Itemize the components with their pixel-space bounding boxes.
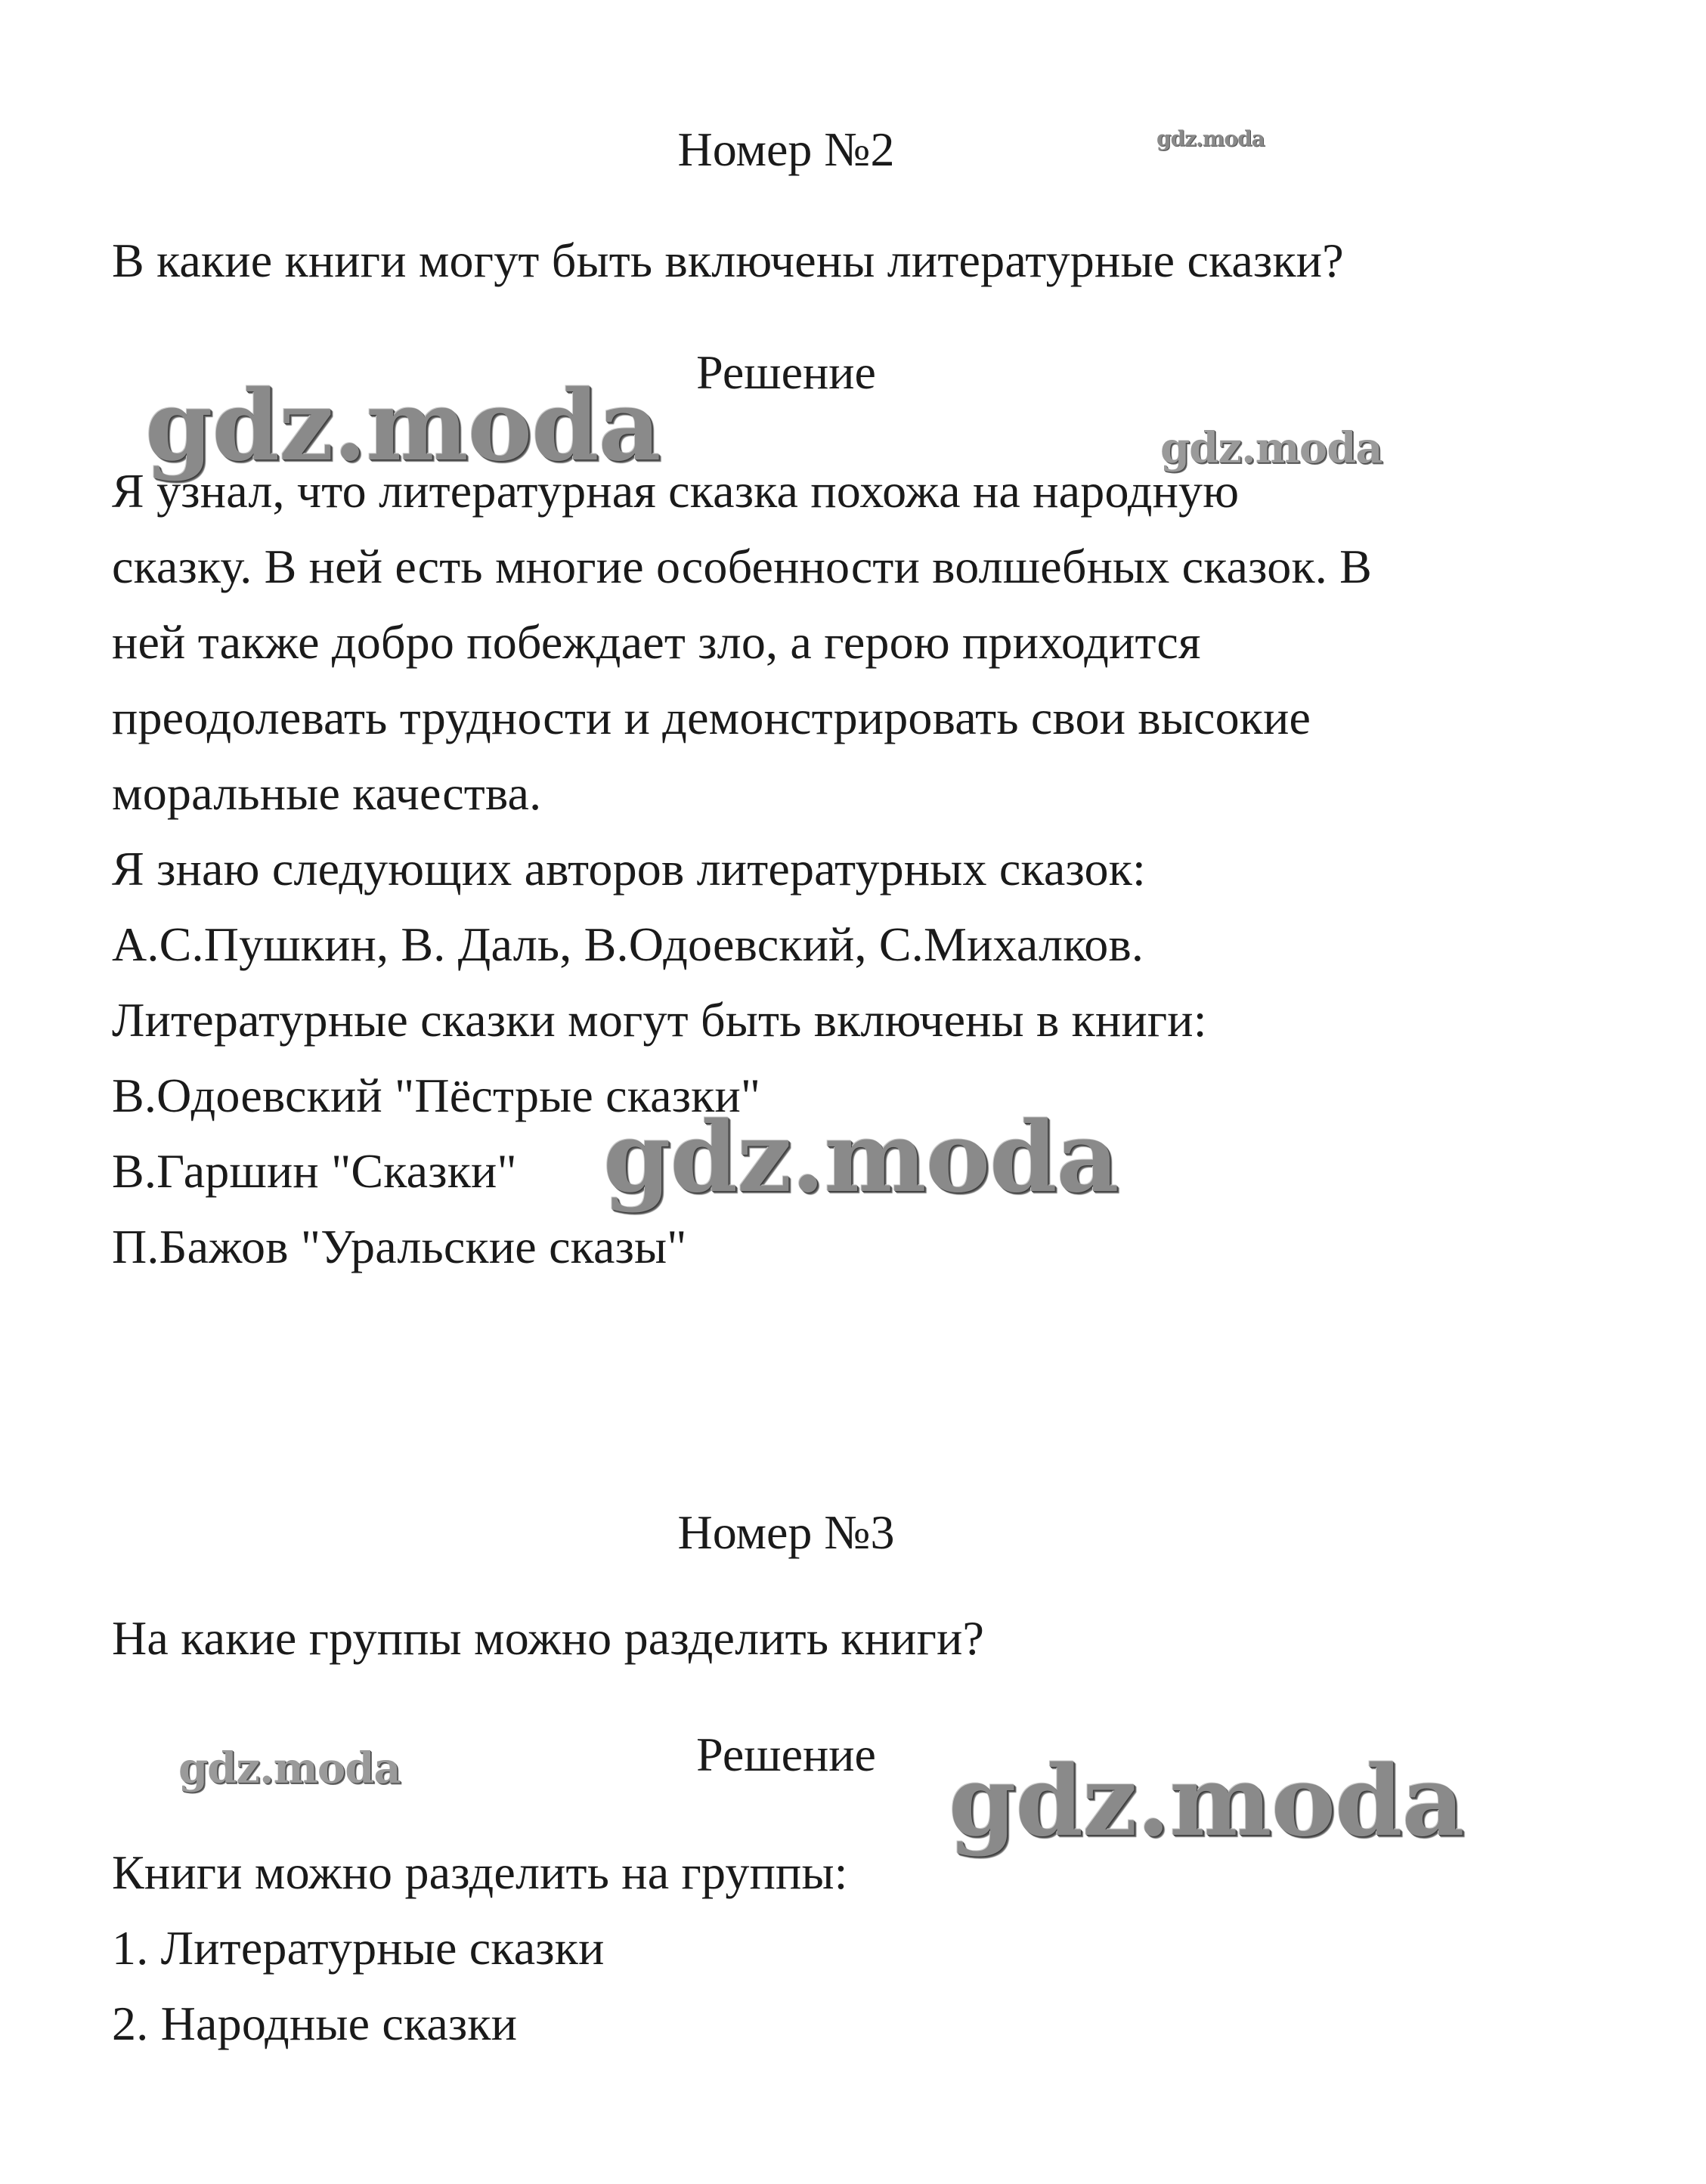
section-3-question: На какие группы можно разделить книги?	[112, 1611, 985, 1665]
section-2-question: В какие книги могут быть включены литературные сказки?	[112, 234, 1344, 287]
section-2-line: сказку. В ней есть многие особенности волшебных сказок. В	[112, 540, 1373, 593]
section-2-solution-label: Решение	[696, 345, 876, 399]
section-2-line: ней также добро побеждает зло, а герою приходится	[112, 615, 1201, 669]
section-3-solution-label: Решение	[696, 1728, 876, 1781]
section-2-line: преодолевать трудности и демонстрировать свои высокие	[112, 691, 1311, 744]
section-3-line: Книги можно разделить на группы:	[112, 1845, 848, 1899]
section-3-heading: Номер №3	[677, 1505, 895, 1559]
section-2-line: Я знаю следующих авторов литературных сказок:	[112, 842, 1147, 896]
section-2-line: А.С.Пушкин, В. Даль, В.Одоевский, С.Михалков.	[112, 917, 1144, 971]
section-2-heading: Номер №2	[677, 122, 895, 176]
section-2-line: В.Одоевский "Пёстрые сказки"	[112, 1069, 761, 1122]
watermark-logo: gdz.moda	[1160, 423, 1382, 473]
watermark-logo: gdz.moda	[145, 370, 661, 483]
section-2-line: моральные качества.	[112, 766, 542, 820]
section-3-line: 2. Народные сказки	[112, 1997, 518, 2050]
watermark-logo: gdz.moda	[949, 1745, 1464, 1858]
section-2-line: В.Гаршин "Сказки"	[112, 1144, 517, 1198]
watermark-logo: gdz.moda	[178, 1743, 401, 1793]
section-2-line: Я узнал, что литературная сказка похожа на народную	[112, 464, 1240, 518]
section-2-line: П.Бажов "Уральские сказы"	[112, 1220, 687, 1273]
section-2-line: Литературные сказки могут быть включены в книги:	[112, 993, 1207, 1047]
section-3-line: 1. Литературные сказки	[112, 1921, 605, 1975]
watermark-logo: gdz.moda	[1156, 126, 1265, 151]
watermark-logo: gdz.moda	[603, 1101, 1119, 1214]
